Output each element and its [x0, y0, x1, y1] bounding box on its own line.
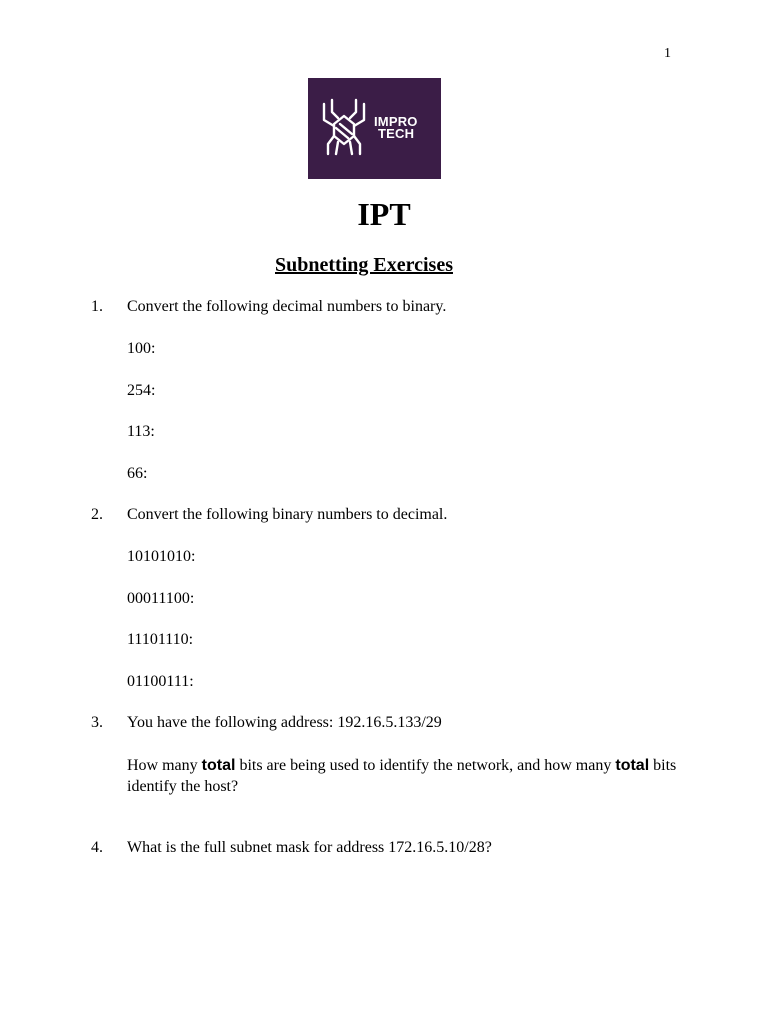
question-1-text: Convert the following decimal numbers to binary.: [127, 298, 447, 315]
improtech-logo: [308, 78, 441, 179]
emphasis-total: total: [201, 757, 236, 774]
para-text: bits identify the host?: [127, 757, 677, 795]
question-2-item: 00011100:: [127, 590, 195, 607]
question-2-item: 01100111:: [127, 673, 194, 690]
question-3-paragraph: [127, 755, 687, 797]
logo-wordmark: [374, 116, 418, 140]
question-1-item: 100:: [127, 340, 156, 357]
question-1-item: 66:: [127, 465, 148, 482]
question-3-text: You have the following address: 192.16.5.133/29: [127, 714, 442, 731]
page-number: 1: [664, 46, 671, 61]
document-subtitle: Subnetting Exercises: [275, 254, 453, 276]
para-text: bits are being used to identify the network, and how many: [235, 757, 616, 774]
question-3-number: 3.: [91, 714, 103, 731]
para-text: How many: [127, 757, 202, 774]
spider-icon: [318, 98, 370, 156]
emphasis-total: total: [615, 757, 650, 774]
question-2-text: Convert the following binary numbers to decimal.: [127, 506, 448, 523]
question-1-number: 1.: [91, 298, 103, 315]
logo-line-2: TECH: [378, 126, 415, 141]
question-1-item: 254:: [127, 382, 156, 399]
question-4-number: 4.: [91, 839, 103, 856]
question-4-text: What is the full subnet mask for address 172.16.5.10/28?: [127, 839, 492, 856]
document-title: IPT: [357, 196, 411, 232]
question-1-item: 113:: [127, 423, 155, 440]
question-2-item: 10101010:: [127, 548, 196, 565]
question-2-number: 2.: [91, 506, 103, 523]
logo-line-1: IMPRO: [374, 114, 418, 129]
question-2-item: 11101110:: [127, 631, 194, 648]
